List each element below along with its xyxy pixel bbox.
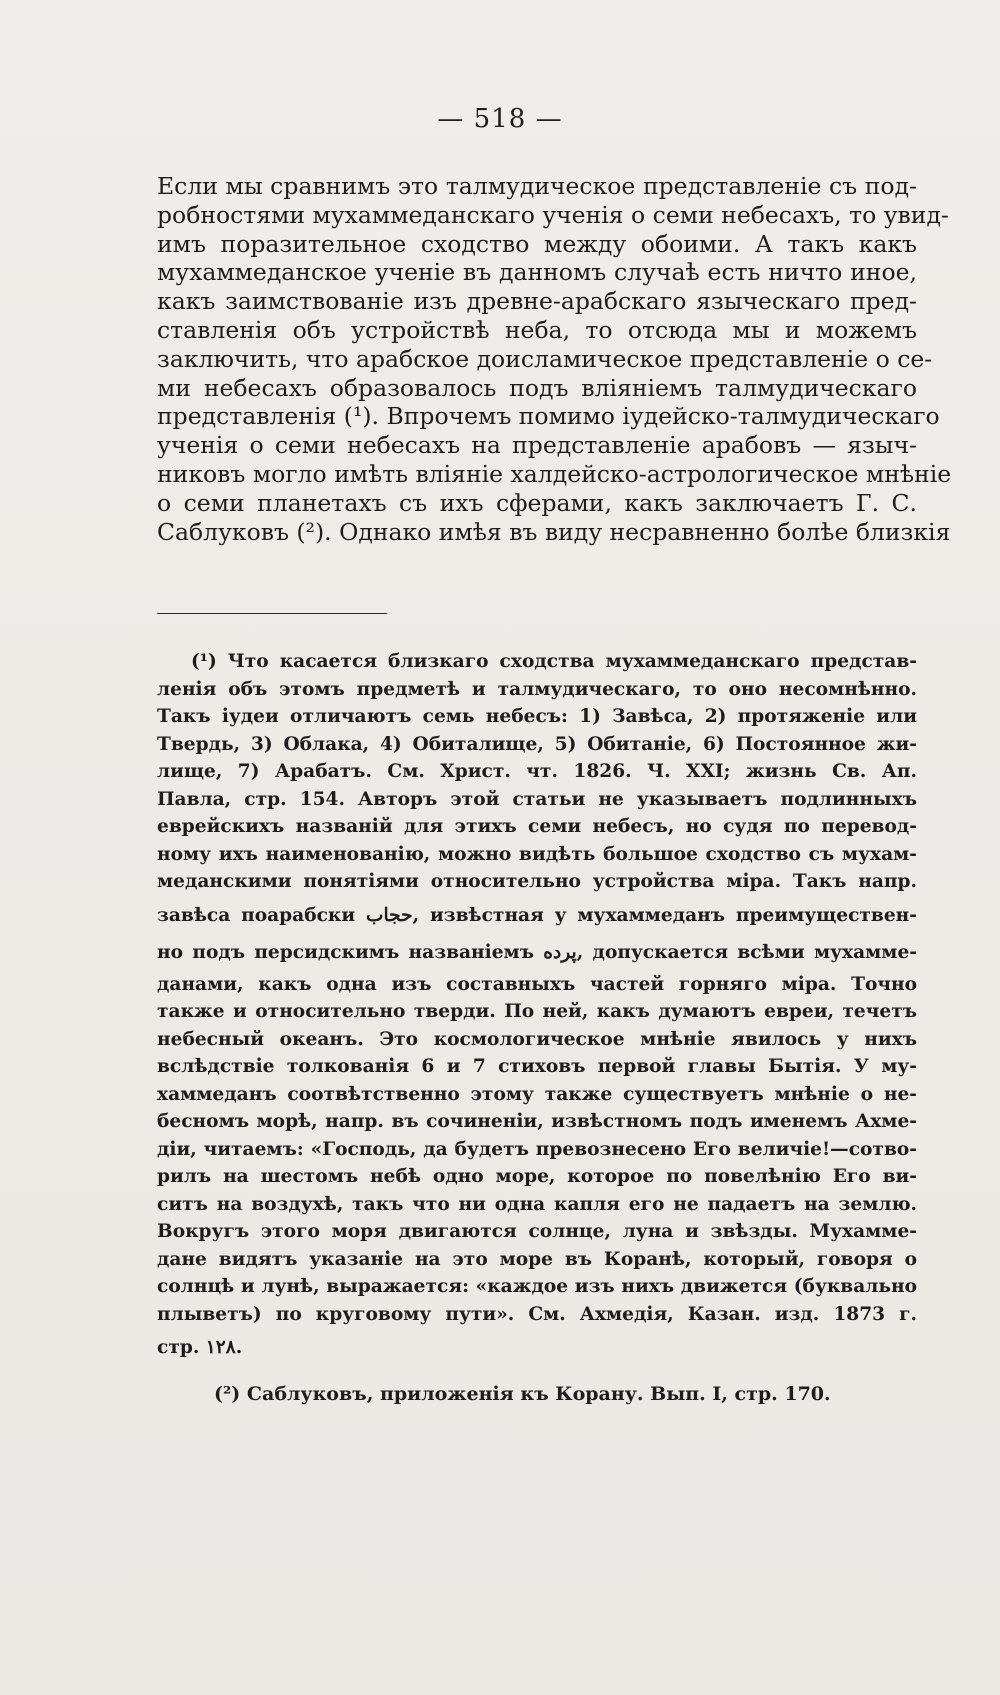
- footnote-line: меданскими понятіями относительно устройства міра. Такъ напр.: [157, 871, 917, 892]
- footnote-line: Твердь, 3) Облака, 4) Обиталище, 5) Обитаніе, 6) Постоянное жи-: [157, 733, 917, 755]
- main-line: имъ поразительное сходство между обоими. А такъ какъ: [157, 229, 917, 258]
- footnote-line: ному ихъ наименованію, можно видѣть большое сходство съ мухам-: [157, 843, 917, 865]
- footnote-line: но подъ персидскимъ названіемъ پرده, допускается всѣми мухамме-: [157, 942, 917, 963]
- footnote-line: хаммеданъ соотвѣтственно этому также существуетъ мнѣніе о не-: [157, 1083, 917, 1105]
- footnote-line: стр. ١٢٨.: [157, 1337, 243, 1358]
- footnote-line: небесный океанъ. Это космологическое мнѣніе явилось у нихъ: [157, 1028, 917, 1050]
- main-text-block: [157, 172, 952, 546]
- main-line: какъ заимствованіе изъ древне-арабскаго языческаго пред-: [157, 287, 917, 316]
- footnote-1: [157, 648, 917, 1366]
- footnote-line: (¹) Что касается близкаго сходства мухаммеданскаго представ-: [191, 651, 917, 672]
- footnote-line: дане видятъ указаніе на это море въ Коранѣ, который, говоря о: [157, 1248, 917, 1270]
- footnote-line: лище, 7) Арабатъ. См. Христ. чт. 1826. Ч. XXI; жизнь Св. Ап.: [157, 761, 917, 782]
- footnote-line: также и относительно тверди. По ней, какъ думаютъ евреи, течетъ: [157, 1001, 917, 1022]
- main-line: мухаммеданское ученіе въ данномъ случаѣ есть ничто иное,: [157, 258, 917, 287]
- main-line: Саблуковъ (²). Однако имѣя въ виду несравненно болѣе близкія: [157, 517, 951, 546]
- footnote-line: данами, какъ одна изъ составныхъ частей горняго міра. Точно: [157, 973, 917, 995]
- footnote-line: бесномъ морѣ, напр. въ сочиненіи, извѣстномъ подъ именемъ Ахме-: [157, 1111, 917, 1132]
- footnote-2: (²) Саблуковъ, приложенія къ Корану. Вып. I, стр. 170.: [214, 1383, 831, 1405]
- main-line: ставленія объ устройствѣ неба, то отсюда мы и можемъ: [157, 315, 917, 344]
- footnote-line: завѣса поарабски حجاب, извѣстная у мухаммеданъ преимуществен-: [157, 904, 917, 926]
- footnote-line: ситъ на воздухѣ, такъ что ни одна капля его не падаетъ на землю.: [157, 1193, 917, 1215]
- footnote-line: еврейскихъ названій для этихъ семи небесъ, но судя по перевод-: [157, 816, 917, 837]
- main-line: Если мы сравнимъ это талмудическое представленіе съ под-: [157, 172, 917, 200]
- footnote-line: солнцѣ и лунѣ, выражается: «каждое изъ нихъ движется (буквально: [157, 1276, 917, 1297]
- footnote-line: Такъ іудеи отличаютъ семь небесъ: 1) Завѣса, 2) протяженіе или: [157, 706, 917, 727]
- main-line: о семи планетахъ съ ихъ сферами, какъ заключаетъ Г. С.: [157, 488, 917, 517]
- main-line: ми небесахъ образовалось подъ вліяніемъ талмудическаго: [157, 373, 917, 402]
- main-line: робностями мухаммеданскаго ученія о семи небесахъ, то увид-: [157, 200, 949, 229]
- footnote-line: Вокругъ этого моря двигаются солнце, луна и звѣзды. Мухамме-: [157, 1221, 917, 1242]
- footnote-line: плыветъ) по круговому пути». См. Ахмедія, Казан. изд. 1873 г.: [157, 1303, 917, 1325]
- main-line: представленія (¹). Впрочемъ помимо іудейско-талмудическаго: [157, 402, 940, 431]
- footnote-line: Павла, стр. 154. Авторъ этой статьи не указываетъ подлинныхъ: [157, 788, 917, 810]
- footnote-line: вслѣдствіе толкованія 6 и 7 стиховъ первой главы Бытія. У му-: [157, 1056, 917, 1077]
- footnote-line: ленія объ этомъ предметѣ и талмудическаго, то оно несомнѣнно.: [157, 678, 917, 700]
- page-number: — 518 —: [437, 104, 563, 134]
- footnote-separator: [157, 613, 387, 614]
- main-line: ученія о семи небесахъ на представленіе арабовъ — языч-: [157, 431, 917, 460]
- footnote-line: діи, читаемъ: «Господь, да будетъ превознесено Его величіе!—сотво-: [157, 1138, 917, 1160]
- main-line: заключить, что арабское доисламическое представленіе о се-: [157, 344, 933, 373]
- footnote-line: рилъ на шестомъ небѣ одно море, которое по повелѣнію Его ви-: [157, 1166, 917, 1187]
- main-line: никовъ могло имѣть вліяніе халдейско-астрологическое мнѣніе: [157, 459, 952, 488]
